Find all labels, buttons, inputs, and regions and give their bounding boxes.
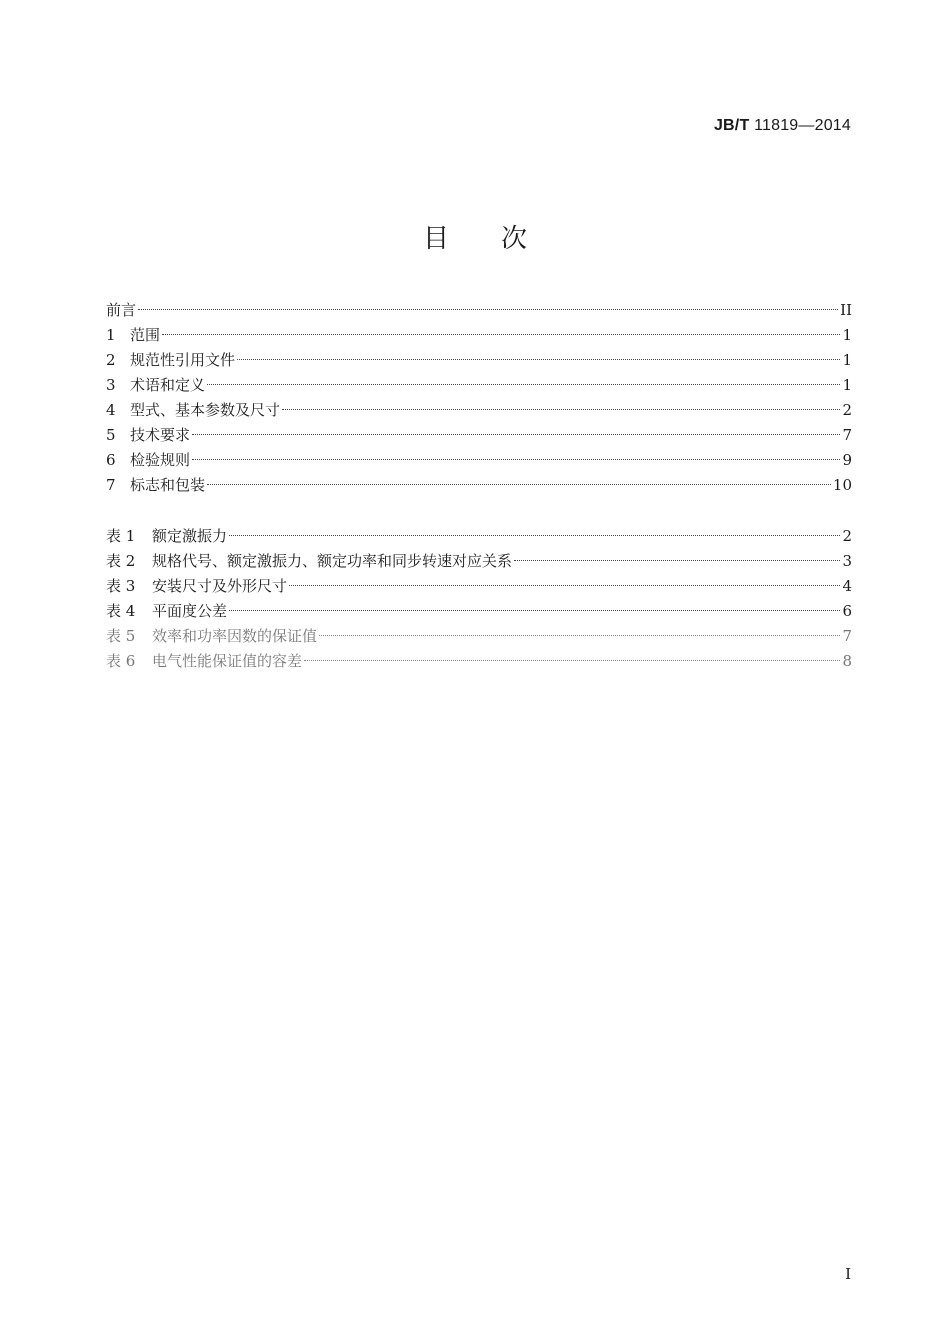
toc-leader-dots xyxy=(207,384,840,385)
page-number: I xyxy=(845,1265,851,1283)
toc-entry-number: 6 xyxy=(106,451,116,469)
toc-entry-table-1[interactable] xyxy=(106,524,852,549)
toc-entry-number: 表 4 xyxy=(106,602,136,620)
toc-entry-page: 2 xyxy=(842,527,852,545)
toc-entry-section-1[interactable] xyxy=(106,323,852,348)
toc-leader-dots xyxy=(229,610,840,611)
toc-entry-label: 检验规则 xyxy=(130,451,191,469)
toc-entry-section-6[interactable] xyxy=(106,448,852,473)
toc-entry-label: 标志和包装 xyxy=(130,476,206,494)
toc-entry-page: 2 xyxy=(842,401,852,419)
toc-entry-number: 5 xyxy=(106,426,116,444)
toc-entry-table-6[interactable] xyxy=(106,649,852,674)
toc-entry-label: 效率和功率因数的保证值 xyxy=(152,627,318,645)
toc-leader-dots xyxy=(192,434,840,435)
toc-entry-number: 3 xyxy=(106,376,116,394)
section-toc xyxy=(106,298,852,498)
table-toc xyxy=(106,524,852,674)
toc-entry-number: 7 xyxy=(106,476,116,494)
toc-entry-number: 表 1 xyxy=(106,527,136,545)
toc-leader-dots xyxy=(229,535,840,536)
toc-entry-page: 6 xyxy=(842,602,852,620)
toc-entry-number: 表 3 xyxy=(106,577,136,595)
page-title xyxy=(0,218,950,255)
toc-entry-number: 1 xyxy=(106,326,116,344)
toc-entry-section-4[interactable] xyxy=(106,398,852,423)
toc-entry-number: 表 2 xyxy=(106,552,136,570)
toc-entry-label: 安装尺寸及外形尺寸 xyxy=(152,577,288,595)
toc-entry-label: 型式、基本参数及尺寸 xyxy=(130,401,281,419)
toc-entry-section-7[interactable] xyxy=(106,473,852,498)
toc-leader-dots xyxy=(514,560,840,561)
toc-leader-dots xyxy=(138,309,838,310)
toc-entry-label: 电气性能保证值的容差 xyxy=(152,652,303,670)
toc-entry-number: 表 5 xyxy=(106,627,136,645)
toc-leader-dots xyxy=(289,585,840,586)
toc-entry-page: 10 xyxy=(832,476,852,494)
toc-entry-label: 规范性引用文件 xyxy=(130,351,236,369)
toc-entry-page: II xyxy=(840,301,852,319)
toc-entry-label: 平面度公差 xyxy=(152,602,228,620)
toc-entry-table-3[interactable] xyxy=(106,574,852,599)
toc-entry-page: 7 xyxy=(842,426,852,444)
toc-leader-dots xyxy=(237,359,840,360)
toc-entry-section-5[interactable] xyxy=(106,423,852,448)
toc-entry-label: 技术要求 xyxy=(130,426,191,444)
toc-leader-dots xyxy=(192,459,840,460)
title-char-1: 目 xyxy=(422,224,449,254)
toc-entry-page: 1 xyxy=(842,376,852,394)
toc-entry-label: 额定激振力 xyxy=(152,527,228,545)
toc-entry-foreword[interactable] xyxy=(106,298,852,323)
toc-entry-number: 2 xyxy=(106,351,116,369)
standard-code xyxy=(714,117,851,135)
toc-entry-label: 术语和定义 xyxy=(130,376,206,394)
toc-entry-page: 3 xyxy=(842,552,852,570)
toc-entry-page: 8 xyxy=(842,652,852,670)
toc-leader-dots xyxy=(162,334,840,335)
toc-entry-page: 7 xyxy=(842,627,852,645)
toc-entry-page: 4 xyxy=(842,577,852,595)
toc-entry-label: 范围 xyxy=(130,326,161,344)
toc-leader-dots xyxy=(282,409,840,410)
toc-entry-number: 4 xyxy=(106,401,116,419)
toc-entry-page: 1 xyxy=(842,351,852,369)
toc-entry-number: 表 6 xyxy=(106,652,136,670)
toc-entry-page: 1 xyxy=(842,326,852,344)
toc-entry-table-4[interactable] xyxy=(106,599,852,624)
standard-prefix: JB/T xyxy=(713,117,750,134)
toc-leader-dots xyxy=(319,635,840,636)
toc-entry-table-2[interactable] xyxy=(106,549,852,574)
toc-entry-section-3[interactable] xyxy=(106,373,852,398)
toc-entry-label: 前言 xyxy=(106,301,137,319)
title-char-2: 次 xyxy=(501,224,528,254)
toc-entry-section-2[interactable] xyxy=(106,348,852,373)
toc-entry-table-5[interactable] xyxy=(106,624,852,649)
standard-number: 11819—2014 xyxy=(754,117,851,134)
toc-leader-dots xyxy=(304,660,840,661)
toc-entry-page: 9 xyxy=(842,451,852,469)
toc-leader-dots xyxy=(207,484,831,485)
toc-entry-label: 规格代号、额定激振力、额定功率和同步转速对应关系 xyxy=(152,552,513,570)
